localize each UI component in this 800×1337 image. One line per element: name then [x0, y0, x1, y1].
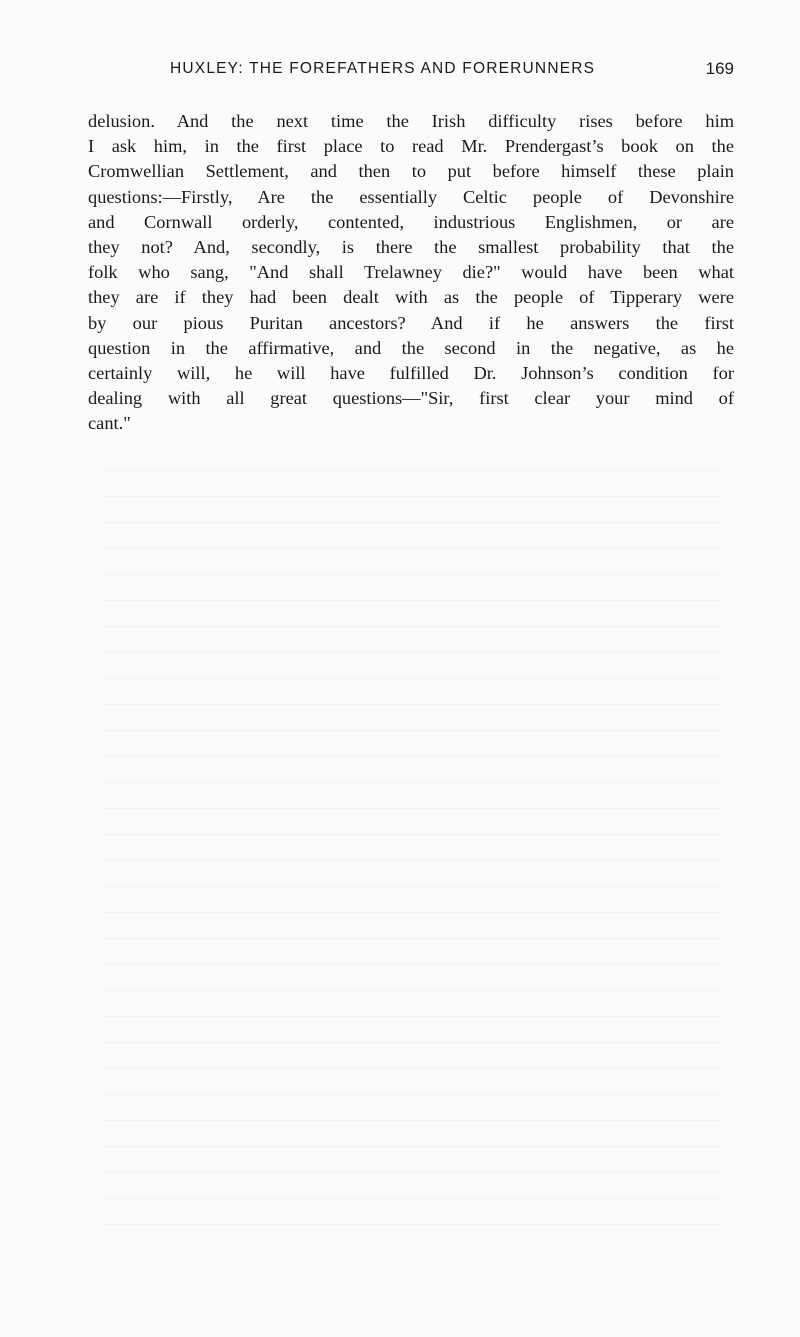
text-line: they not? And, secondly, is there the smallest probability that the	[88, 236, 734, 257]
text-line: and Cornwall orderly, contented, industrious Englishmen, or are	[88, 211, 734, 232]
text-line: questions:—Firstly, Are the essentially Celtic people of Devonshire	[88, 186, 734, 207]
running-title: HUXLEY: THE FOREFATHERS AND FORERUNNERS	[170, 60, 596, 77]
text-line: folk who sang, "And shall Trelawney die?" would have been what	[88, 262, 734, 283]
paper-show-through	[100, 470, 720, 1250]
text-line: dealing with all great questions—"Sir, first clear your mind of	[88, 388, 734, 409]
text-line: cant."	[88, 413, 131, 434]
text-line: Cromwellian Settlement, and then to put before himself these plain	[88, 161, 734, 182]
text-line: question in the affirmative, and the second in the negative, as he	[88, 337, 734, 358]
page-number: 169	[705, 59, 734, 78]
running-head	[88, 58, 734, 82]
text-line: they are if they had been dealt with as the people of Tipperary were	[88, 287, 734, 308]
body-paragraph	[88, 109, 734, 436]
text-line: I ask him, in the first place to read Mr. Prendergast’s book on the	[88, 136, 734, 157]
text-line: delusion. And the next time the Irish difficulty rises before him	[88, 111, 734, 131]
text-line: by our pious Puritan ancestors? And if he answers the first	[88, 312, 734, 333]
text-line: certainly will, he will have fulfilled Dr. Johnson’s condition for	[88, 362, 734, 383]
